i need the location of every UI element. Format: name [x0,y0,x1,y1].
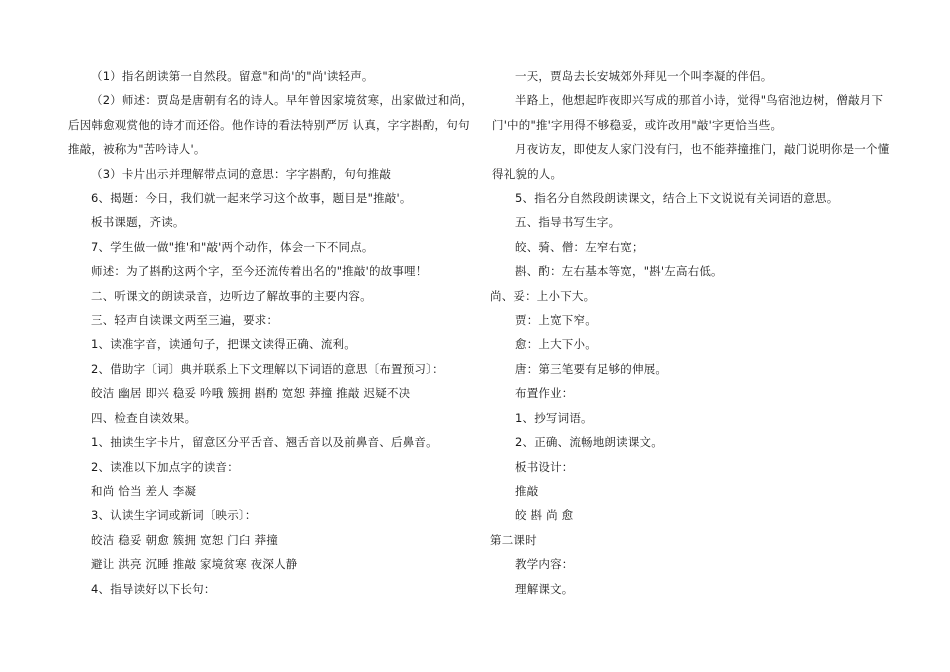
paragraph-line: 月夜访友，即使友人家门没有闩，也不能莽撞推门，敲门说明你是一个懂 [515,142,890,157]
paragraph-line: 尚、妥：上小下大。 [490,288,596,303]
paragraph-line: 后因韩愈观赏他的诗才而还俗。他作诗的看法特别严厉 认真，字字斟酌，句句 [68,117,470,132]
paragraph-line: 一天，贾岛去长安城郊外拜见一个叫李凝的伴侣。 [515,69,773,83]
section-heading: 布置作业： [515,386,574,401]
paragraph-line: 2、借助字〔词〕典并联系上下文理解以下词语的意思〔布置预习〕： [91,361,444,376]
paragraph-line: 门'中的"推'字用得不够稳妥，或许改用"敲'字更恰当些。 [492,117,783,132]
paragraph-line: 5、指名分自然段朗读课文，结合上下文说说有关词语的意思。 [515,191,839,206]
paragraph-line: 半路上，他想起昨夜即兴写成的那首小诗，觉得"鸟宿池边树，僧敲月下 [515,93,884,108]
paragraph-line: 板书课题，齐读。 [91,215,185,230]
paragraph-line: （1）指名朗读第一自然段。留意"和尚'的"尚'读轻声。 [91,69,374,83]
paragraph-line: 推敲，被称为"苦吟诗人'。 [68,142,206,157]
board-title: 推敲 [515,483,539,498]
word-list: 皎洁 稳妥 朝愈 簇拥 宽恕 门臼 莽撞 [91,532,278,547]
word-list: 皎洁 幽居 即兴 稳妥 吟哦 簇拥 斟酌 宽恕 莽撞 推敲 迟疑不决 [91,386,411,401]
paragraph-line: 1、读准字音，读通句子，把课文读得正确、流利。 [91,337,356,352]
section-heading: 四、检查自读效果。 [91,410,197,425]
paragraph-line: 2、正确、流畅地朗读课文。 [515,435,663,450]
paragraph-line: 皎、骑、僧：左窄右宽； [515,239,644,254]
left-column [68,64,473,601]
section-heading: 三、轻声自读课文两至三遍，要求： [91,313,279,328]
paragraph-line: 贾：上宽下窄。 [515,313,597,328]
paragraph-line: 2、读准以下加点字的读音： [91,459,239,474]
right-column [490,64,890,601]
word-list: 避让 洪亮 沉睡 推敲 家境贫寒 夜深人静 [91,557,298,572]
paragraph-line: 7、学生做一做"推'和"敲'两个动作，体会一下不同点。 [91,239,374,254]
board-characters: 皎 斟 尚 愈 [515,508,574,523]
paragraph-line: 得礼貌的人。 [492,166,563,181]
paragraph-line: 4、指导读好以下长句： [91,581,216,596]
paragraph-line: 斟、酌：左右基本等宽，"斟'左高右低。 [515,264,723,279]
paragraph-line: 3、认读生字词或新词〔映示〕： [91,508,257,523]
paragraph-line: 1、抽读生字卡片，留意区分平舌音、翘舌音以及前鼻音、后鼻音。 [91,435,438,450]
section-heading: 五、指导书写生字。 [515,215,621,230]
paragraph-line: （3）卡片出示并理解带点词的意思：字字斟酌，句句推敲 [91,166,392,181]
paragraph-line: 6、揭题：今日，我们就一起来学习这个故事，题目是"推敲'。 [91,191,412,206]
word-list: 和尚 恰当 差人 李凝 [91,483,197,498]
paragraph-line: （2）师述：贾岛是唐朝有名的诗人。早年曾因家境贫寒，出家做过和尚， [91,93,473,108]
paragraph-line: 唐：第三笔要有足够的伸展。 [515,361,668,376]
paragraph-line: 师述：为了斟酌这两个字，至今还流传着出名的"推敲'的故事哩！ [91,264,428,279]
section-heading: 二、听课文的朗读录音，边听边了解故事的主要内容。 [91,288,372,303]
paragraph-line: 1、抄写词语。 [515,410,593,425]
lesson-heading: 第二课时 [490,532,537,547]
paragraph-line: 理解课文。 [515,581,574,596]
section-heading: 教学内容： [515,557,574,572]
paragraph-line: 愈：上大下小。 [515,337,597,352]
section-heading: 板书设计： [515,459,574,474]
